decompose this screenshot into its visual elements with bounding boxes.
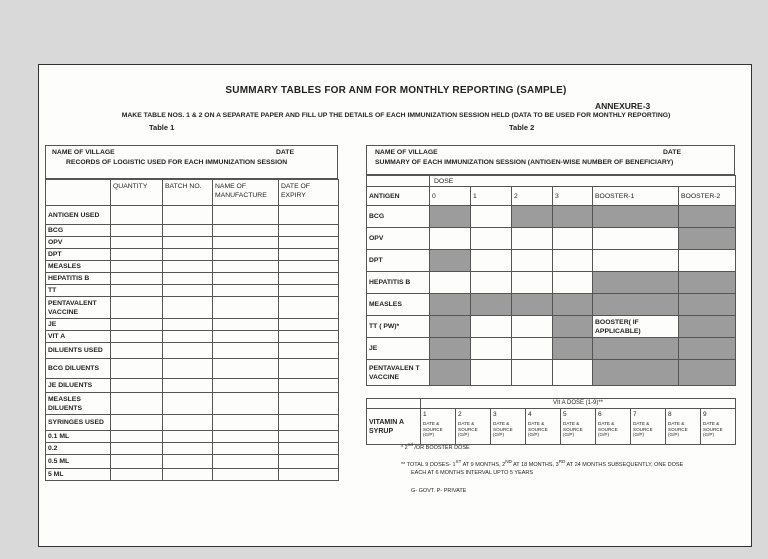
table2-subtitle: SUMMARY OF EACH IMMUNIZATION SESSION (ANTIGEN-WISE NUMBER OF BENEFICIARY) xyxy=(375,159,674,166)
row-label: OPV xyxy=(367,228,430,250)
entry-cell[interactable] xyxy=(163,359,213,379)
entry-cell[interactable] xyxy=(279,225,339,237)
shaded-cell xyxy=(430,206,471,228)
shaded-cell xyxy=(593,294,679,316)
shaded-cell xyxy=(512,206,553,228)
entry-cell[interactable] xyxy=(111,455,163,469)
dose-column-header: BOOSTER-1 xyxy=(593,187,679,206)
table1-label: Table 1 xyxy=(149,123,175,132)
entry-cell[interactable] xyxy=(471,250,512,272)
entry-cell[interactable] xyxy=(213,379,279,393)
vita-dose-number: 7 xyxy=(633,411,637,418)
vita-dose-number: 5 xyxy=(563,411,567,418)
note-booster: * 2nd /OR BOOSTER DOSE xyxy=(401,442,470,451)
vita-dose-caption: DATE & SOURCE (G/P) xyxy=(493,421,513,437)
table2-header-box xyxy=(366,145,735,175)
entry-cell[interactable] xyxy=(163,379,213,393)
row-label: 0.2 xyxy=(46,443,111,455)
row-label: JE xyxy=(46,319,111,331)
entry-cell[interactable] xyxy=(163,455,213,469)
row-label: MEASLES xyxy=(46,261,111,273)
vita-dose-cell[interactable] xyxy=(596,409,631,445)
entry-cell[interactable] xyxy=(111,443,163,455)
booster-note: BOOSTER( IF APPLICABLE) xyxy=(593,316,679,338)
entry-cell[interactable] xyxy=(512,316,553,338)
vita-header-row xyxy=(367,399,736,409)
row-label: BCG DILUENTS xyxy=(46,359,111,379)
vita-dose-cell[interactable] xyxy=(491,409,526,445)
vita-dose-cell[interactable] xyxy=(666,409,701,445)
table-row xyxy=(367,206,736,228)
table-row xyxy=(46,379,339,393)
entry-cell[interactable] xyxy=(471,206,512,228)
table2-village-label: NAME OF VILLAGE xyxy=(375,149,438,156)
annexure-label: ANNEXURE-3 xyxy=(595,101,651,111)
vita-dose-cell[interactable] xyxy=(631,409,666,445)
entry-cell[interactable] xyxy=(111,225,163,237)
entry-cell[interactable] xyxy=(213,225,279,237)
table-row xyxy=(46,431,339,443)
entry-cell[interactable] xyxy=(163,237,213,249)
vita-dose-number: 6 xyxy=(598,411,602,418)
entry-cell[interactable] xyxy=(111,261,163,273)
entry-cell[interactable] xyxy=(163,343,213,359)
shaded-cell xyxy=(430,360,471,386)
shaded-cell xyxy=(593,360,679,386)
table-row xyxy=(46,469,339,481)
entry-cell[interactable] xyxy=(471,316,512,338)
shaded-cell xyxy=(553,338,593,360)
entry-cell[interactable] xyxy=(163,331,213,343)
entry-cell[interactable] xyxy=(111,343,163,359)
row-label: HEPATITIS B xyxy=(46,273,111,285)
row-label: VIT A xyxy=(46,331,111,343)
entry-cell[interactable] xyxy=(471,360,512,386)
row-label: OPV xyxy=(46,237,111,249)
entry-cell[interactable] xyxy=(163,415,213,431)
entry-cell[interactable] xyxy=(213,237,279,249)
document-title: SUMMARY TABLES FOR ANM FOR MONTHLY REPORTING (SAMPLE) xyxy=(225,85,567,96)
table-row xyxy=(46,297,339,319)
row-label: 0.5 ML xyxy=(46,455,111,469)
shaded-cell xyxy=(553,316,593,338)
dose-column-header: 1 xyxy=(471,187,512,206)
row-label: ANTIGEN USED xyxy=(46,206,111,225)
column-header: QUANTITY xyxy=(111,180,163,206)
shaded-cell xyxy=(679,206,736,228)
document-page xyxy=(38,64,752,547)
vita-dose-cell[interactable] xyxy=(561,409,596,445)
entry-cell[interactable] xyxy=(213,443,279,455)
entry-cell[interactable] xyxy=(111,359,163,379)
entry-cell[interactable] xyxy=(163,261,213,273)
vita-dose-number: 2 xyxy=(458,411,462,418)
table-row xyxy=(367,228,736,250)
row-label: PENTAVALEN T VACCINE xyxy=(367,360,430,386)
note-vita-schedule: ** TOTAL 9 DOSES- 1ST AT 9 MONTHS, 2ND AT 18 MONTHS, 3RD AT 24 MONTHS SUBSEQUENTLY, ONE DOSE xyxy=(401,459,684,468)
table-row xyxy=(46,237,339,249)
note-legend: G- GOVT. P- PRIVATE xyxy=(411,488,467,494)
entry-cell[interactable] xyxy=(471,338,512,360)
row-label: HEPATITIS B xyxy=(367,272,430,294)
shaded-cell xyxy=(430,250,471,272)
entry-cell[interactable] xyxy=(279,319,339,331)
shaded-cell xyxy=(679,272,736,294)
table-row xyxy=(367,250,736,272)
shaded-cell xyxy=(512,294,553,316)
vita-dose-caption: DATE & SOURCE (G/P) xyxy=(633,421,653,437)
entry-cell[interactable] xyxy=(213,285,279,297)
table1-date-label: DATE xyxy=(276,149,294,156)
vita-dose-caption: DATE & SOURCE (G/P) xyxy=(598,421,618,437)
entry-cell[interactable] xyxy=(471,228,512,250)
entry-cell[interactable] xyxy=(163,297,213,319)
row-label: TT xyxy=(46,285,111,297)
row-label: TT ( PW)* xyxy=(367,316,430,338)
entry-cell[interactable] xyxy=(163,443,213,455)
table1-village-label: NAME OF VILLAGE xyxy=(52,149,115,156)
entry-cell[interactable] xyxy=(111,319,163,331)
table-row xyxy=(46,285,339,297)
entry-cell[interactable] xyxy=(213,393,279,415)
vita-dose-cell[interactable] xyxy=(421,409,456,445)
table-cell xyxy=(367,176,430,187)
entry-cell[interactable] xyxy=(279,455,339,469)
row-label: BCG xyxy=(367,206,430,228)
table1 xyxy=(45,179,339,481)
entry-cell[interactable] xyxy=(279,393,339,415)
table-row xyxy=(46,393,339,415)
entry-cell[interactable] xyxy=(553,360,593,386)
entry-cell[interactable] xyxy=(512,338,553,360)
entry-cell[interactable] xyxy=(163,319,213,331)
entry-cell[interactable] xyxy=(279,343,339,359)
table-row xyxy=(46,331,339,343)
table-row xyxy=(367,294,736,316)
entry-cell[interactable] xyxy=(163,206,213,225)
table-row xyxy=(46,273,339,285)
row-label: 5 ML xyxy=(46,469,111,481)
shaded-cell xyxy=(553,206,593,228)
entry-cell[interactable] xyxy=(163,225,213,237)
entry-cell[interactable] xyxy=(279,469,339,481)
entry-cell[interactable] xyxy=(213,319,279,331)
entry-cell[interactable] xyxy=(111,379,163,393)
entry-cell[interactable] xyxy=(111,331,163,343)
entry-cell[interactable] xyxy=(213,343,279,359)
column-header: BATCH NO. xyxy=(163,180,213,206)
row-label: BCG xyxy=(46,225,111,237)
entry-cell[interactable] xyxy=(512,228,553,250)
entry-cell[interactable] xyxy=(279,237,339,249)
entry-cell[interactable] xyxy=(679,250,736,272)
entry-cell[interactable] xyxy=(279,359,339,379)
table2 xyxy=(366,175,736,386)
vita-dose-number: 4 xyxy=(528,411,532,418)
row-label: 0.1 ML xyxy=(46,431,111,443)
table-row xyxy=(46,319,339,331)
vita-dose-number: 1 xyxy=(423,411,427,418)
row-label: PENTAVALENT VACCINE xyxy=(46,297,111,319)
vita-dose-number: 9 xyxy=(703,411,707,418)
dose-column-header: 2 xyxy=(512,187,553,206)
table-row xyxy=(367,316,736,338)
vita-dose-number: 8 xyxy=(668,411,672,418)
row-label: MEASLES DILUENTS xyxy=(46,393,111,415)
entry-cell[interactable] xyxy=(111,431,163,443)
vita-dose-cell[interactable] xyxy=(701,409,736,445)
dose-column-header: 0 xyxy=(430,187,471,206)
vita-dose-caption: DATE & SOURCE (G/P) xyxy=(668,421,688,437)
entry-cell[interactable] xyxy=(213,359,279,379)
entry-cell[interactable] xyxy=(279,285,339,297)
entry-cell[interactable] xyxy=(279,206,339,225)
entry-cell[interactable] xyxy=(213,273,279,285)
shaded-cell xyxy=(553,294,593,316)
table2-dose-row xyxy=(367,176,736,187)
table-row xyxy=(46,206,339,225)
vita-dose-number: 3 xyxy=(493,411,497,418)
shaded-cell xyxy=(593,272,679,294)
entry-cell[interactable] xyxy=(213,261,279,273)
table-row xyxy=(46,225,339,237)
entry-cell[interactable] xyxy=(213,249,279,261)
shaded-cell xyxy=(430,316,471,338)
vita-dose-cell[interactable] xyxy=(456,409,491,445)
entry-cell[interactable] xyxy=(163,249,213,261)
entry-cell[interactable] xyxy=(213,431,279,443)
table-row xyxy=(367,272,736,294)
table2-date-label: DATE xyxy=(663,149,681,156)
entry-cell[interactable] xyxy=(279,431,339,443)
table2-label: Table 2 xyxy=(509,123,535,132)
vita-dose-caption: DATE & SOURCE (G/P) xyxy=(528,421,548,437)
entry-cell[interactable] xyxy=(279,331,339,343)
entry-cell[interactable] xyxy=(111,285,163,297)
table-row xyxy=(46,343,339,359)
entry-cell[interactable] xyxy=(279,273,339,285)
shaded-cell xyxy=(430,338,471,360)
table-row xyxy=(367,338,736,360)
vita-dose-header: VIt A DOSE (1-9)** xyxy=(421,399,736,409)
entry-cell[interactable] xyxy=(553,250,593,272)
entry-cell[interactable] xyxy=(430,272,471,294)
shaded-cell xyxy=(679,338,736,360)
entry-cell[interactable] xyxy=(213,455,279,469)
vita-dose-caption: DATE & SOURCE (G/P) xyxy=(423,421,443,437)
entry-cell[interactable] xyxy=(279,249,339,261)
entry-cell[interactable] xyxy=(213,297,279,319)
vita-dose-caption: DATE & SOURCE (G/P) xyxy=(703,421,723,437)
table-row xyxy=(46,261,339,273)
entry-cell[interactable] xyxy=(213,331,279,343)
table-cell xyxy=(367,399,421,409)
table-row xyxy=(46,455,339,469)
entry-cell[interactable] xyxy=(111,249,163,261)
table-row xyxy=(46,249,339,261)
entry-cell[interactable] xyxy=(279,415,339,431)
entry-cell[interactable] xyxy=(512,272,553,294)
table-row xyxy=(46,359,339,379)
table2-header-row xyxy=(367,187,736,206)
table-row xyxy=(46,415,339,431)
dose-header: DOSE xyxy=(430,176,736,187)
entry-cell[interactable] xyxy=(430,228,471,250)
vita-dose-caption: DATE & SOURCE (G/P) xyxy=(458,421,478,437)
entry-cell[interactable] xyxy=(163,273,213,285)
shaded-cell xyxy=(679,294,736,316)
table-row xyxy=(46,443,339,455)
row-label: DPT xyxy=(367,250,430,272)
entry-cell[interactable] xyxy=(593,250,679,272)
vita-dose-caption: DATE & SOURCE (G/P) xyxy=(563,421,583,437)
entry-cell[interactable] xyxy=(111,393,163,415)
note-vita-interval: EACH AT 6 MONTHS INTERVAL UPTO 5 YEARS xyxy=(411,470,534,476)
vita-label: VITAMIN A SYRUP xyxy=(367,409,421,445)
shaded-cell xyxy=(679,228,736,250)
table-row xyxy=(367,360,736,386)
shaded-cell xyxy=(679,316,736,338)
entry-cell[interactable] xyxy=(213,469,279,481)
entry-cell[interactable] xyxy=(279,261,339,273)
entry-cell[interactable] xyxy=(553,272,593,294)
row-label: DPT xyxy=(46,249,111,261)
entry-cell[interactable] xyxy=(213,415,279,431)
entry-cell[interactable] xyxy=(111,297,163,319)
table1-header-box xyxy=(45,145,338,179)
row-label: SYRINGES USED xyxy=(46,415,111,431)
table1-subtitle: RECORDS OF LOGISTIC USED FOR EACH IMMUNIZATION SESSION xyxy=(66,159,288,166)
table-cell xyxy=(46,180,111,206)
entry-cell[interactable] xyxy=(512,360,553,386)
column-header: NAME OF MANUFACTURE xyxy=(213,180,279,206)
entry-cell[interactable] xyxy=(111,237,163,249)
entry-cell[interactable] xyxy=(111,206,163,225)
entry-cell[interactable] xyxy=(279,379,339,393)
entry-cell[interactable] xyxy=(163,393,213,415)
entry-cell[interactable] xyxy=(279,443,339,455)
entry-cell[interactable] xyxy=(593,228,679,250)
entry-cell[interactable] xyxy=(111,469,163,481)
entry-cell[interactable] xyxy=(111,273,163,285)
entry-cell[interactable] xyxy=(471,272,512,294)
entry-cell[interactable] xyxy=(163,469,213,481)
row-label: DILUENTS USED xyxy=(46,343,111,359)
table1-header-row xyxy=(46,180,339,206)
vita-row xyxy=(367,409,736,445)
instruction-text: MAKE TABLE NOS. 1 & 2 ON A SEPARATE PAPER AND FILL UP THE DETAILS OF EACH IMMUNIZATION SESSION HELD (DATA TO BE USED FOR MONTHLY REPORTING) xyxy=(121,112,671,119)
shaded-cell xyxy=(593,338,679,360)
shaded-cell xyxy=(679,360,736,386)
dose-column-header: BOOSTER-2 xyxy=(679,187,736,206)
entry-cell[interactable] xyxy=(553,228,593,250)
row-label: JE xyxy=(367,338,430,360)
row-label: MEASLES xyxy=(367,294,430,316)
row-label: JE DILUENTS xyxy=(46,379,111,393)
vita-dose-cell[interactable] xyxy=(526,409,561,445)
antigen-header: ANTIGEN xyxy=(367,187,430,206)
entry-cell[interactable] xyxy=(512,250,553,272)
vitamin-a-table xyxy=(366,398,736,445)
entry-cell[interactable] xyxy=(213,206,279,225)
shaded-cell xyxy=(471,294,512,316)
shaded-cell xyxy=(593,206,679,228)
shaded-cell xyxy=(430,294,471,316)
entry-cell[interactable] xyxy=(163,431,213,443)
dose-column-header: 3 xyxy=(553,187,593,206)
entry-cell[interactable] xyxy=(111,415,163,431)
column-header: DATE OF EXPIRY xyxy=(279,180,339,206)
entry-cell[interactable] xyxy=(279,297,339,319)
entry-cell[interactable] xyxy=(163,285,213,297)
